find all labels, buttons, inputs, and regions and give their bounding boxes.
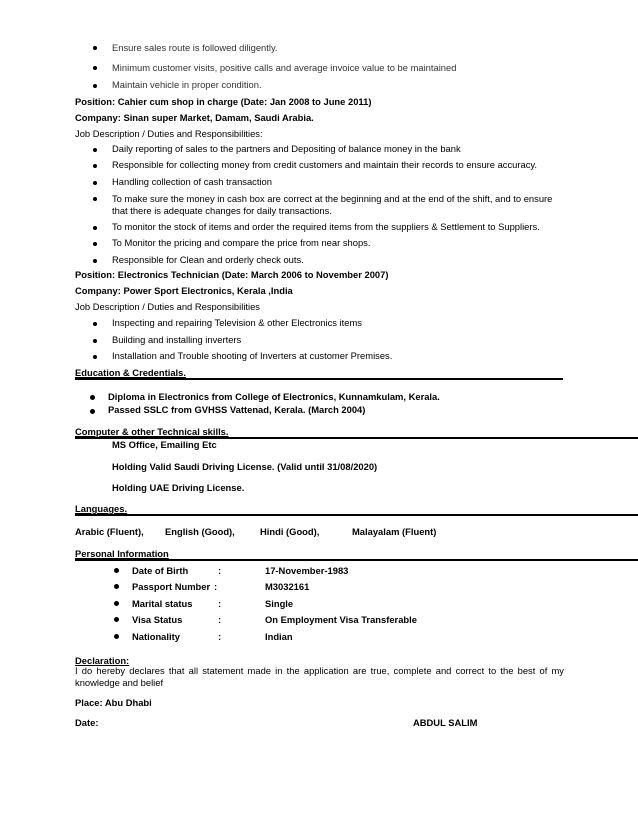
personal-value: Indian (265, 631, 293, 642)
section-divider (75, 378, 563, 380)
bullet-dot (93, 46, 97, 50)
bullet-dot (114, 584, 119, 589)
bullet-dot (93, 84, 97, 88)
language-item: Malayalam (Fluent) (352, 526, 437, 537)
personal-sep: : (218, 598, 222, 609)
job1-duty: To monitor the stock of items and order the required items from the suppliers & Settlement to Suppliers. (112, 221, 540, 232)
computer-heading: Computer & other Technical skills. (75, 426, 229, 437)
bullet-dot (114, 617, 119, 622)
job1-company: Company: Sinan super Market, Damam, Saudi Arabia. (75, 112, 314, 123)
bullet-dot (93, 259, 97, 263)
job2-company: Company: Power Sport Electronics, Kerala ,India (75, 285, 293, 296)
language-item: Arabic (Fluent), (75, 526, 144, 537)
prev-bullet: Maintain vehicle in proper condition. (112, 79, 262, 90)
bullet-dot (93, 322, 97, 326)
personal-value: Single (265, 598, 294, 609)
computer-item: Holding UAE Driving License. (112, 482, 245, 493)
job2-duty: Building and installing inverters (112, 334, 242, 345)
place-line: Place: Abu Dhabi (75, 697, 152, 708)
bullet-dot (90, 409, 95, 414)
bullet-dot (93, 226, 97, 230)
bullet-dot (93, 339, 97, 343)
job1-duty: Handling collection of cash transaction (112, 176, 272, 187)
job1-desc-heading: Job Description / Duties and Responsibilities: (75, 128, 263, 139)
bullet-dot (114, 601, 119, 606)
personal-label: Marital status (132, 598, 193, 609)
bullet-dot (93, 164, 97, 168)
job2-duty: Inspecting and repairing Television & other Electronics items (112, 317, 362, 328)
computer-item: MS Office, Emailing Etc (112, 439, 217, 450)
job2-duty: Installation and Trouble shooting of Inverters at customer Premises. (112, 350, 393, 361)
section-divider (75, 559, 638, 561)
language-item: Hindi (Good), (260, 526, 320, 537)
language-item: English (Good), (165, 526, 235, 537)
declaration-text: I do hereby declares that all statement made in the application are true, complete and correct to the best of my knowledge and belief (75, 665, 564, 688)
education-heading: Education & Credentials. (75, 367, 186, 378)
education-item: Passed SSLC from GVHSS Vattenad, Kerala. (March 2004) (108, 404, 366, 415)
bullet-dot (93, 148, 97, 152)
job1-duty: Daily reporting of sales to the partners and Depositing of balance money in the bank (112, 143, 461, 154)
bullet-dot (93, 181, 97, 185)
personal-value: 17-November-1983 (265, 565, 349, 576)
bullet-dot (93, 242, 97, 246)
prev-bullet: Minimum customer visits, positive calls and average invoice value to be maintained (112, 62, 457, 73)
education-item: Diploma in Electronics from College of Electronics, Kunnamkulam, Kerala. (108, 391, 440, 402)
job1-duty: Responsible for collecting money from credit customers and maintain their records to ensure accuracy. (112, 159, 538, 170)
bullet-dot (90, 395, 95, 400)
personal-sep: : (214, 581, 218, 592)
computer-item: Holding Valid Saudi Driving License. (Valid until 31/08/2020) (112, 461, 378, 472)
declaration-heading: Declaration: (75, 655, 130, 666)
signature-name: ABDUL SALIM (413, 717, 478, 728)
personal-label: Passport Number (132, 581, 211, 592)
personal-heading: Personal Information (75, 548, 169, 559)
bullet-dot (93, 355, 97, 359)
bullet-dot (93, 66, 97, 70)
personal-sep: : (218, 631, 222, 642)
bullet-dot (114, 568, 119, 573)
bullet-dot (114, 634, 119, 639)
job1-duty: Responsible for Clean and orderly check outs. (112, 254, 304, 265)
personal-value: On Employment Visa Transferable (265, 614, 417, 625)
languages-heading: Languages. (75, 503, 128, 514)
bullet-dot (93, 197, 97, 201)
date-label: Date: (75, 717, 99, 728)
prev-bullet: Ensure sales route is followed diligently. (112, 42, 278, 53)
personal-value: M3032161 (265, 581, 310, 592)
job2-desc-heading: Job Description / Duties and Responsibilities (75, 301, 260, 312)
personal-label: Nationality (132, 631, 180, 642)
personal-sep: : (218, 565, 222, 576)
job2-position: Position: Electronics Technician (Date: March 2006 to November 2007) (75, 269, 389, 280)
job1-position: Position: Cahier cum shop in charge (Date: Jan 2008 to June 2011) (75, 96, 372, 107)
section-divider (75, 514, 638, 516)
personal-label: Date of Birth (132, 565, 189, 576)
job1-duty: To make sure the money in cash box are correct at the beginning and at the end of the shift, and to ensure that there is adequate changes for daily transactions. (112, 193, 553, 216)
personal-label: Visa Status (132, 614, 183, 625)
job1-duty: To Monitor the pricing and compare the price from near shops. (112, 237, 371, 248)
personal-sep: : (218, 614, 222, 625)
